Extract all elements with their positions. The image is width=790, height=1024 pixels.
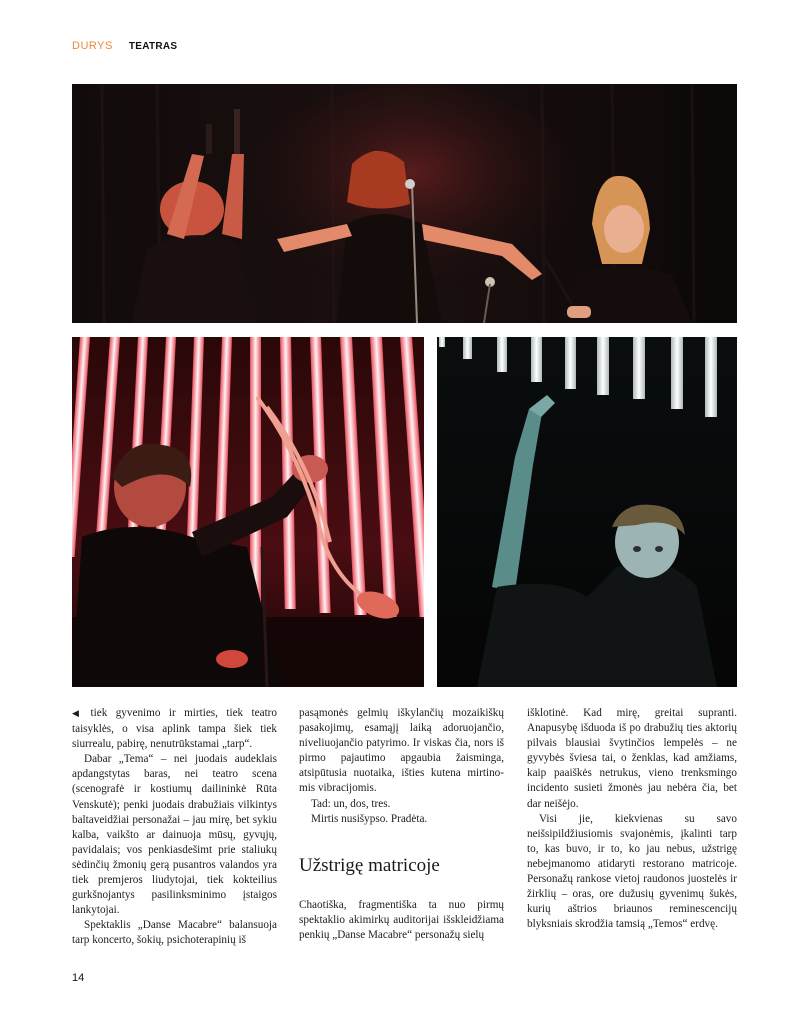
- magazine-brand: DURYS: [72, 40, 113, 52]
- column2-paragraph-4: Chaotiška, fragmentiška ta nuo pirmų spektaklio akimirkų auditorijai išskleidžiama penkių „Danse Macabre“ personažų sielų: [299, 898, 504, 941]
- photo-right: [437, 337, 737, 687]
- photo-left: [72, 337, 424, 687]
- section-title: TEATRAS: [128, 40, 178, 52]
- column1-paragraph-2: Dabar „Tema“ – nei juodais audeklais apdangstytas baras, nei teatro scena (scenografė ir kostiumų dailininkė Rūta Venskutė); penki juodais drabužiais vilkintys baltaveidžiai personažai – jau mirę, bet sykiu kalba, vaikšto ar dainuoja mūsų, gyvųjų, pavidalais; vos penkiasdešimt prie staliukų sėdinčių žmonių gerą pusantros valandos yra tiek premjeros liudytojai, tiek kokteilius gurkšnojantys pasilinksminimo įstaigos lankytojai.: [72, 753, 277, 917]
- column2-paragraph-1: pasąmonės gelmių iškylančių mozaikiškų pasakojimų, esamąjį laiką adoruojančio, niveliuojančio patyrimo. Ir viskas čia, nors iš pirmo pajautimo apgaubia žaisminga, atsipūtusia nuotaika, išties kutena mirtino-mis vibracijomis.: [299, 707, 504, 795]
- photo-top-image: [72, 84, 737, 323]
- text-column-1: [72, 706, 277, 949]
- text-column-3: [527, 706, 737, 932]
- column2-paragraph-3: Mirtis nusišypso. Pradėta.: [311, 812, 428, 825]
- column1-paragraph-3: Spektaklis „Danse Macabre“ balansuoja tarp koncerto, šokių, psichoterapinių iš: [72, 919, 277, 947]
- section-subheading: Užstrigę matricoje: [299, 854, 440, 876]
- column3-paragraph-1: išklotinė. Kad mirę, greitai supranti. Anapusybę išduoda iš po drabužių ties aktorių pilvais blausiai švytinčios lempelės – ne gyvybės šviesa tai, o ženklas, kad amžiams, kaip paaiškės netrukus, vieno trenksmingo incidento susieti žmonės jau nebėra čia, bet dar neišėjo.: [527, 707, 737, 810]
- photo-left-image: [72, 337, 424, 687]
- photo-top: [72, 84, 737, 323]
- column2-paragraph-2: Tad: un, dos, tres.: [311, 797, 391, 810]
- continuation-arrow-icon: ◀: [72, 709, 85, 719]
- column1-paragraph-1-text: tiek gyvenimo ir mirties, tiek teatro taisyklės, o visa aplink tampa šiek tiek siurrealu, pabirę, nenutrūkstamai „tarp“.: [72, 707, 278, 751]
- column3-paragraph-2: Visi jie, kiekvienas su savo neišsipildžiusiomis svajonėmis, įkalinti tarp to, kas buvo, ir to, ko jau nebus, užstrigę nebejmanomo atidaryti restorano matricoje. Personažų rankose vietoj raudonos juostelės ir žirklių – oras, ore dužusių gyvenimų šukės, kurių aštrios briaunos reminescencijų blyksniais skrodžia tamsią „Temos“ erdvę.: [527, 812, 737, 931]
- text-column-2: [299, 706, 504, 943]
- photo-right-image: [437, 337, 737, 687]
- page-number: 14: [72, 972, 85, 984]
- page-header: [72, 38, 177, 54]
- column1-paragraph-1: [72, 706, 277, 752]
